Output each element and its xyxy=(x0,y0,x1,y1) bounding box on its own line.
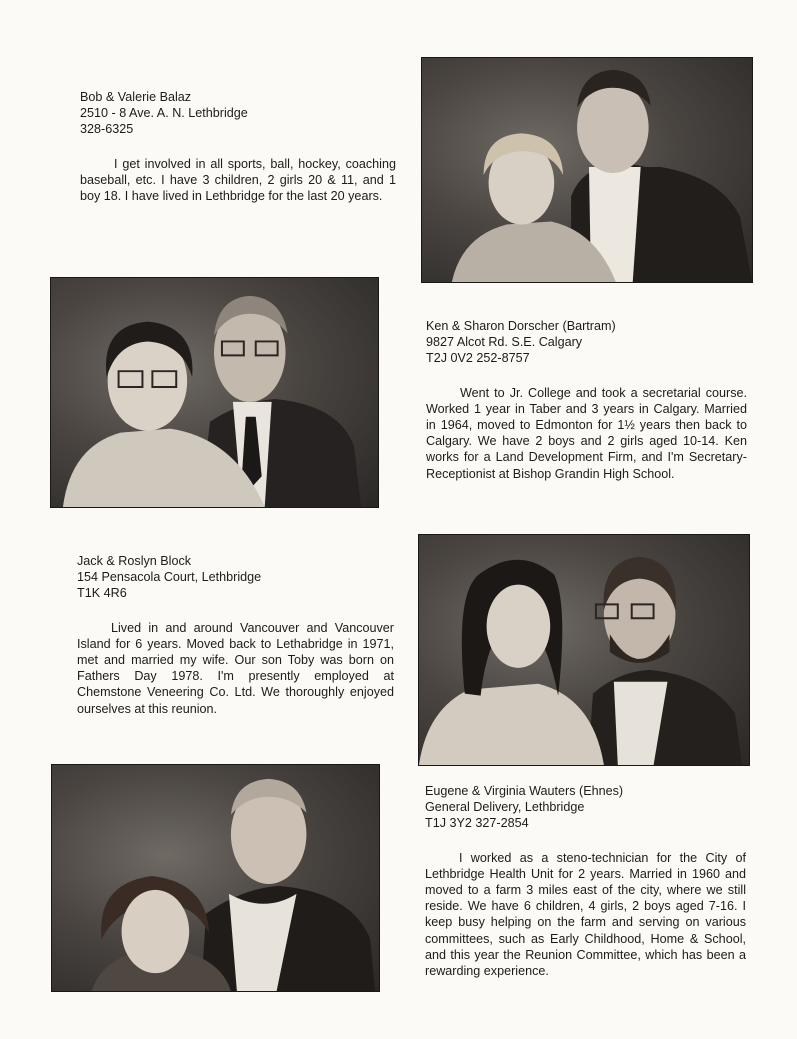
portrait-photo-balaz xyxy=(421,57,753,283)
bio-paragraph: I get involved in all sports, ball, hockey, coaching baseball, etc. I have 3 children, 2 girls 20 & 11, and 1 boy 18. I have lived in Lethbridge for the last 20 years. xyxy=(80,156,396,204)
street-address: 154 Pensacola Court, Lethbridge xyxy=(77,570,262,585)
postal-phone: T1J 3Y2 327-2854 xyxy=(425,816,529,831)
street-address: 2510 - 8 Ave. A. N. Lethbridge xyxy=(80,106,248,121)
portrait-photo-wauters xyxy=(418,534,750,766)
family-names: Bob & Valerie Balaz xyxy=(80,90,192,104)
bio-paragraph: Went to Jr. College and took a secretarial course. Worked 1 year in Taber and 3 years in Calgary. Married in 1964, moved to Edmonton for 1½ years then back to Calgary. We have 2 boys and 2 girls aged 10-14. Ken works for a Land Development Firm, and I'm Secretary-Receptionist at Bishop Grandin High School. xyxy=(426,385,747,481)
street-address: 9827 Alcot Rd. S.E. Calgary xyxy=(426,335,583,350)
family-names: Eugene & Virginia Wauters (Ehnes) xyxy=(425,784,624,798)
street-address: General Delivery, Lethbridge xyxy=(425,800,585,815)
contact-block xyxy=(425,783,746,832)
contact-block xyxy=(426,318,747,367)
postal-phone: T2J 0V2 252-8757 xyxy=(426,351,530,366)
entry-dorscher xyxy=(426,318,747,482)
contact-block xyxy=(77,553,394,602)
bio-paragraph: I worked as a steno-technician for the City of Lethbridge Health Unit for 2 years. Married in 1960 and moved to a farm 3 miles east of the city, where we still reside. We have 6 children, 4 girls, 2 boys aged 7-16. I keep busy helping on the farm and serving on various committees, such as Early Childhood, Home & School, and this year the Reunion Committee, which has been a rewarding experience. xyxy=(425,850,746,979)
postal-phone: 328-6325 xyxy=(80,122,134,137)
entry-block xyxy=(77,553,394,717)
postal-phone: T1K 4R6 xyxy=(77,586,127,601)
family-names: Jack & Roslyn Block xyxy=(77,554,192,568)
entry-balaz xyxy=(80,89,396,204)
contact-block xyxy=(80,89,396,138)
family-names: Ken & Sharon Dorscher (Bartram) xyxy=(426,319,616,333)
portrait-photo-block xyxy=(51,764,380,992)
bio-paragraph: Lived in and around Vancouver and Vancouver Island for 6 years. Moved back to Lethabridge in 1971, met and married my wife. Our son Toby was born on Fathers Day 1978. I'm presently employed at Chemstone Veneering Co. Ltd. We thoroughly enjoyed ourselves at this reunion. xyxy=(77,620,394,716)
portrait-photo-dorscher xyxy=(50,277,379,508)
entry-wauters xyxy=(425,783,746,979)
